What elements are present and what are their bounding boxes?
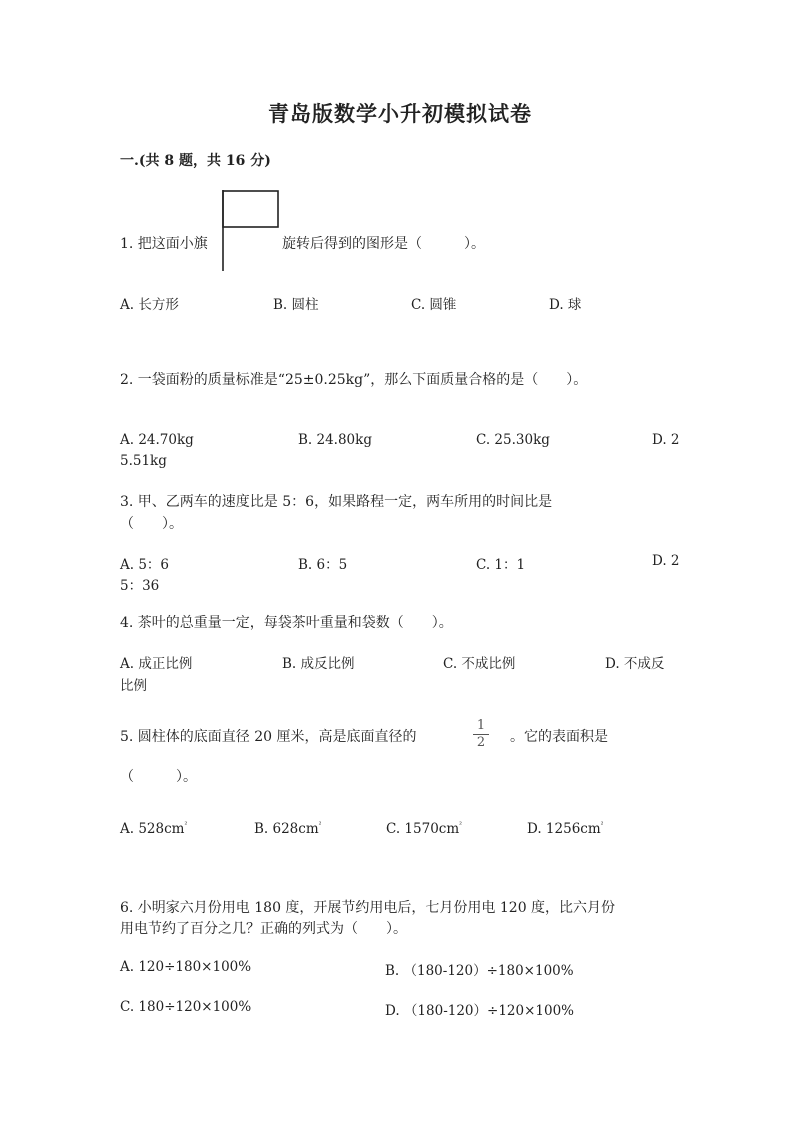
option-label: B. 628cm — [254, 821, 319, 837]
superscript-2: ² — [600, 821, 604, 829]
q2-option-c[interactable]: C. 25.30kg — [476, 432, 550, 448]
q1-option-b[interactable]: B. 圆柱 — [273, 297, 319, 313]
q3-option-a[interactable]: A. 5：6 — [120, 557, 170, 573]
superscript-2: ² — [318, 821, 322, 829]
q5-prefix: 5. 圆柱体的底面直径 20 厘米，高是底面直径的 — [120, 729, 417, 745]
q4-text: 4. 茶叶的总重量一定，每袋茶叶重量和袋数（ ）。 — [120, 615, 453, 631]
q5-line2: （ ）。 — [120, 769, 197, 785]
q1-prefix: 1. 把这面小旗 — [120, 236, 208, 252]
q6-option-a[interactable]: A. 120÷180×100% — [120, 959, 252, 975]
q2-option-b[interactable]: B. 24.80kg — [298, 432, 372, 448]
q2-option-d-wrap: 5.51kg — [120, 453, 167, 469]
q3-option-d-wrap: 5：36 — [120, 578, 160, 594]
q6-line1: 6. 小明家六月份用电 180 度，开展节约用电后，七月份用电 120 度，比六月份 — [120, 900, 616, 916]
q2-option-a[interactable]: A. 24.70kg — [120, 432, 194, 448]
page-title: 青岛版数学小升初模拟试卷 — [268, 101, 532, 126]
q4-option-d[interactable]: D. 不成反 — [605, 656, 665, 672]
q5-option-b[interactable] — [254, 821, 321, 837]
q5-option-c[interactable] — [386, 821, 462, 837]
q3-line2: （ ）。 — [120, 516, 183, 532]
q1-option-d[interactable]: D. 球 — [549, 297, 582, 313]
q5-option-d[interactable] — [527, 821, 603, 837]
q2-text: 2. 一袋面粉的质量标准是“25±0.25kg”，那么下面质量合格的是（ ）。 — [120, 372, 588, 388]
q3-line1: 3. 甲、乙两车的速度比是 5：6，如果路程一定，两车所用的时间比是 — [120, 494, 553, 510]
option-label: C. 1570cm — [386, 821, 460, 837]
q5-suffix: 。它的表面积是 — [510, 729, 608, 745]
flag-figure — [222, 190, 280, 272]
q2-option-d[interactable]: D. 2 — [652, 432, 680, 448]
superscript-2: ² — [459, 821, 462, 829]
q6-option-d[interactable]: D. （180-120）÷120×100% — [385, 1003, 575, 1019]
q4-option-d-wrap: 比例 — [120, 678, 147, 694]
q1-option-a[interactable]: A. 长方形 — [120, 297, 179, 313]
option-label: D. 1256cm — [527, 821, 601, 837]
q6-line2: 用电节约了百分之几？正确的列式为（ ）。 — [120, 921, 407, 937]
fraction-numerator: 1 — [476, 718, 486, 733]
section-heading: 一.(共 8 题，共 16 分) — [120, 153, 271, 169]
q4-option-a[interactable]: A. 成正比例 — [120, 656, 193, 672]
superscript-2: ² — [184, 821, 188, 829]
one-half-fraction — [470, 718, 492, 751]
q4-option-b[interactable]: B. 成反比例 — [282, 656, 355, 672]
q1-option-c[interactable]: C. 圆锥 — [411, 297, 457, 313]
q4-option-c[interactable]: C. 不成比例 — [443, 656, 516, 672]
q3-option-b[interactable]: B. 6：5 — [298, 557, 348, 573]
fraction-denominator: 2 — [476, 735, 486, 750]
q6-option-c[interactable]: C. 180÷120×100% — [120, 999, 252, 1015]
q3-option-d[interactable]: D. 2 — [652, 553, 680, 569]
q5-option-a[interactable] — [120, 821, 187, 837]
option-label: A. 528cm — [120, 821, 185, 837]
q6-option-b[interactable]: B. （180-120）÷180×100% — [385, 963, 574, 979]
q1-suffix: 旋转后得到的图形是（ ）。 — [282, 236, 485, 252]
q3-option-c[interactable]: C. 1：1 — [476, 557, 526, 573]
